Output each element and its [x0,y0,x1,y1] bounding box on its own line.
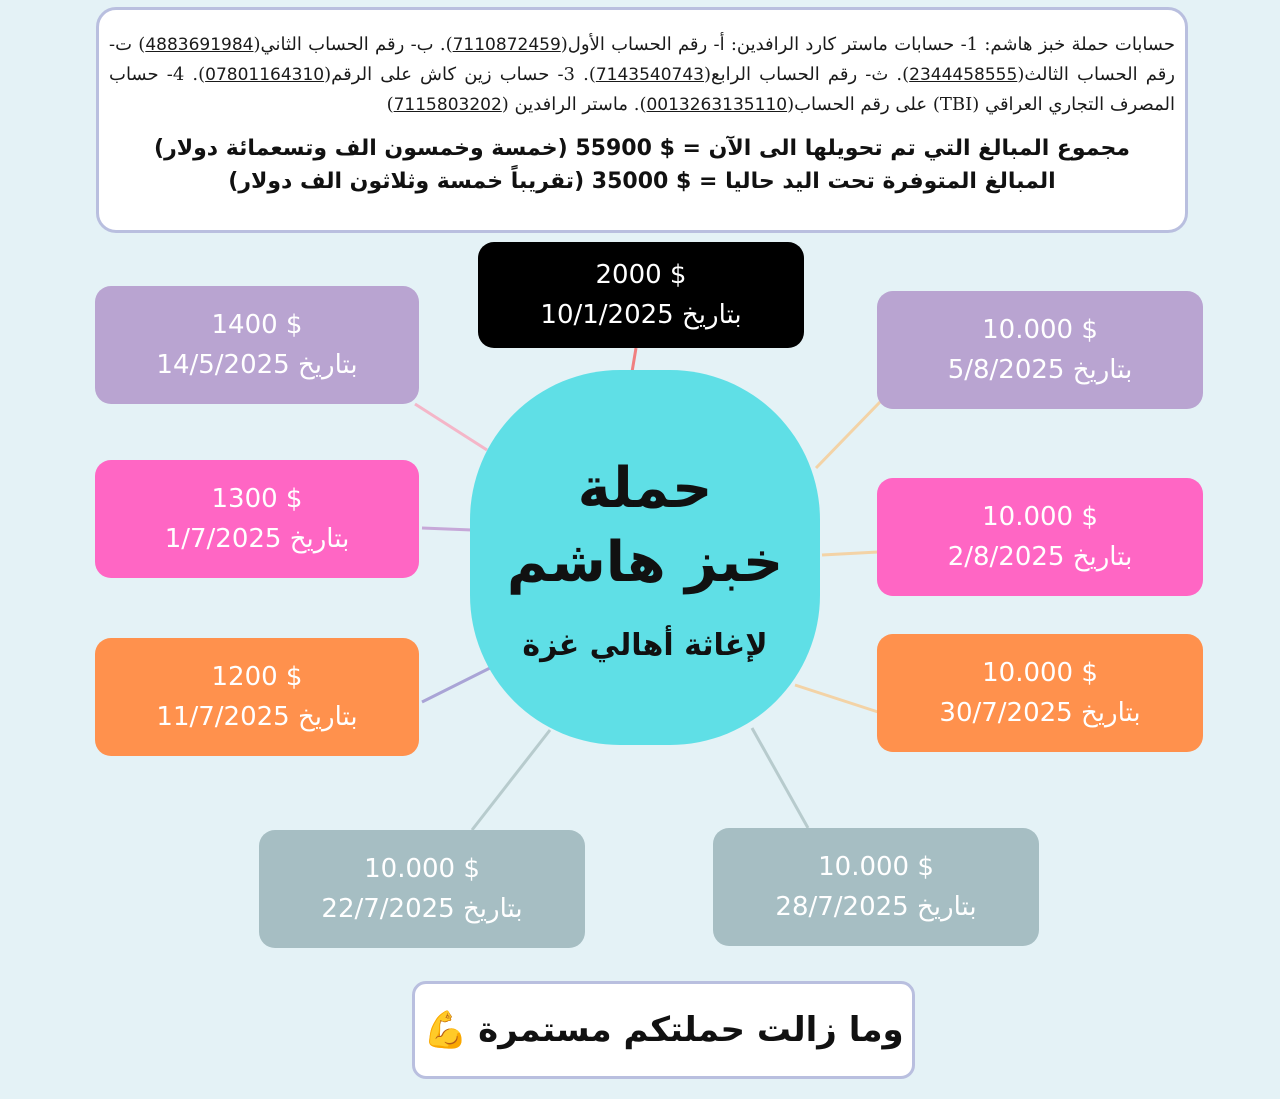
connector-line [816,402,880,468]
account-number-3: 2344458555 [909,65,1018,85]
connector-line [795,685,878,712]
donation-date: بتاريخ 14/5/2025 [156,350,358,380]
account-number-2: 4883691984 [145,35,254,55]
donation-amount: 10.000 $ [982,315,1098,345]
donation-node-11-7-2025 [95,638,419,756]
connector-line [632,348,636,372]
zain-cash-number: 07801164310 [205,65,325,85]
footer-text: وما زالت حملتكم مستمرة [478,1010,904,1050]
footer-banner [412,981,915,1079]
accounts-segment: ). ماستر الرافدين ( [501,94,647,115]
donation-node-10-1-2025 [478,242,804,348]
donation-node-1-7-2025 [95,460,419,578]
donation-date: بتاريخ 28/7/2025 [775,892,977,922]
campaign-subtitle: لإغاثة أهالي غزة [522,628,768,663]
donation-date: بتاريخ 30/7/2025 [939,698,1141,728]
campaign-title-line2: خبز هاشم [506,530,784,595]
accounts-segment: ). 4- حساب المصرف التجاري العراقي (TBI) على رقم الحساب( [109,64,1175,115]
donation-amount: 1200 $ [211,662,303,692]
donation-node-5-8-2025 [877,291,1203,409]
accounts-segment: حسابات حملة خبز هاشم: 1- حسابات ماستر كارد الرافدين: أ- رقم الحساب الأول( [560,34,1175,55]
connector-line [472,730,550,830]
donation-amount: 2000 $ [595,260,687,290]
accounts-segment: ) [386,94,394,115]
donation-date: بتاريخ 10/1/2025 [540,300,742,330]
campaign-center-bubble [470,370,820,745]
donation-amount: 1400 $ [211,310,303,340]
donation-amount: 10.000 $ [818,852,934,882]
donation-date: بتاريخ 22/7/2025 [321,894,523,924]
accounts-segment: ) ت- رقم الحساب الثالث( [109,34,1175,85]
flexed-biceps-icon: 💪 [423,1010,469,1051]
connector-line [822,552,878,555]
accounts-segment: ). ث- رقم الحساب الرابع( [704,64,910,85]
donation-node-22-7-2025 [259,830,585,948]
account-number-4: 7143540743 [595,65,705,85]
donation-node-30-7-2025 [877,634,1203,752]
total-transferred: مجموع المبالغ التي تم تحويلها الى الآن = $ 55900 (خمسة وخمسون الف وتسعمائة دولار) [154,136,1130,161]
donation-date: بتاريخ 2/8/2025 [947,542,1133,572]
accounts-segment: ). 3- حساب زين كاش على الرقم( [324,64,596,85]
connector-line [422,668,490,702]
total-on-hand: المبالغ المتوفرة تحت اليد حاليا = $ 35000 (تقريباً خمسة وثلاثون الف دولار) [228,169,1056,194]
tbi-account-number: 0013263135110 [646,95,788,115]
donation-node-28-7-2025 [713,828,1039,946]
donation-date: بتاريخ 1/7/2025 [164,524,350,554]
donation-date: بتاريخ 11/7/2025 [156,702,358,732]
connector-line [422,528,472,530]
donation-amount: 10.000 $ [982,502,1098,532]
donation-amount: 10.000 $ [364,854,480,884]
rafidain-master-number: 7115803202 [393,95,502,115]
donation-node-2-8-2025 [877,478,1203,596]
campaign-title-line1: حملة [577,456,713,521]
donation-date: بتاريخ 5/8/2025 [947,355,1133,385]
connector-line [415,404,487,450]
donation-node-14-5-2025 [95,286,419,404]
donation-amount: 10.000 $ [982,658,1098,688]
account-number-1: 7110872459 [452,35,561,55]
donation-amount: 1300 $ [211,484,303,514]
accounts-segment: ). ب- رقم الحساب الثاني( [253,34,453,55]
connector-line [752,728,808,828]
